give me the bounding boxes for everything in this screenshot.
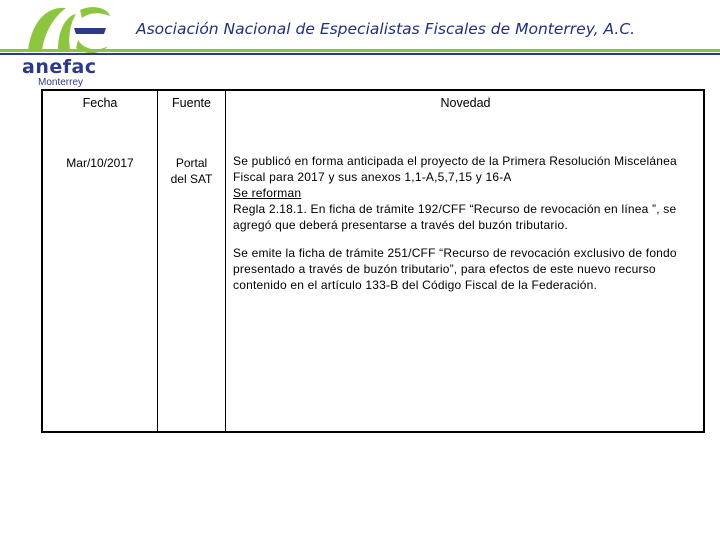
column-header-fuente: Fuente: [172, 96, 211, 110]
cell-fuente-line: del SAT: [170, 172, 213, 186]
column-divider: [225, 91, 226, 431]
novedad-paragraph: Se emite la ficha de trámite 251/CFF “Recurso de revocación exclusivo de fondo presentado a través de buzón tributario”, para efectos de este nuevo recurso contenido en el artículo 133-B del Código Fiscal de la Federación.: [233, 246, 677, 292]
cell-fuente: [158, 155, 225, 187]
anefac-logo: [0, 0, 120, 92]
novedades-table: [41, 89, 705, 433]
column-header-novedad: Novedad: [440, 96, 491, 110]
logo-brand-subtext: Monterrey: [38, 77, 84, 88]
logo-brand-text: anefac: [22, 56, 97, 78]
cell-fuente-line: Portal: [175, 156, 208, 170]
header-divider-green: [0, 49, 720, 52]
novedad-paragraph: Se publicó en forma anticipada el proyecto de la Primera Resolución Miscelánea Fiscal para 2017 y sus anexos 1,1-A,5,7,15 y 16-A: [233, 154, 677, 184]
novedad-paragraph: Regla 2.18.1. En ficha de trámite 192/CFF “Recurso de revocación en línea ”, se agregó que deberá presentarse a través del buzón tributario.: [233, 202, 677, 232]
cell-fecha: Mar/10/2017: [66, 156, 134, 170]
anefac-logo-mark-icon: [18, 0, 113, 56]
column-header-fecha: Fecha: [82, 96, 118, 110]
column-divider: [157, 91, 158, 431]
novedad-subheading: Se reforman: [233, 186, 302, 200]
header-divider-blue: [0, 53, 720, 55]
cell-novedad: [233, 153, 703, 293]
page-title: Asociación Nacional de Especialistas Fiscales de Monterrey, A.C.: [136, 20, 636, 38]
